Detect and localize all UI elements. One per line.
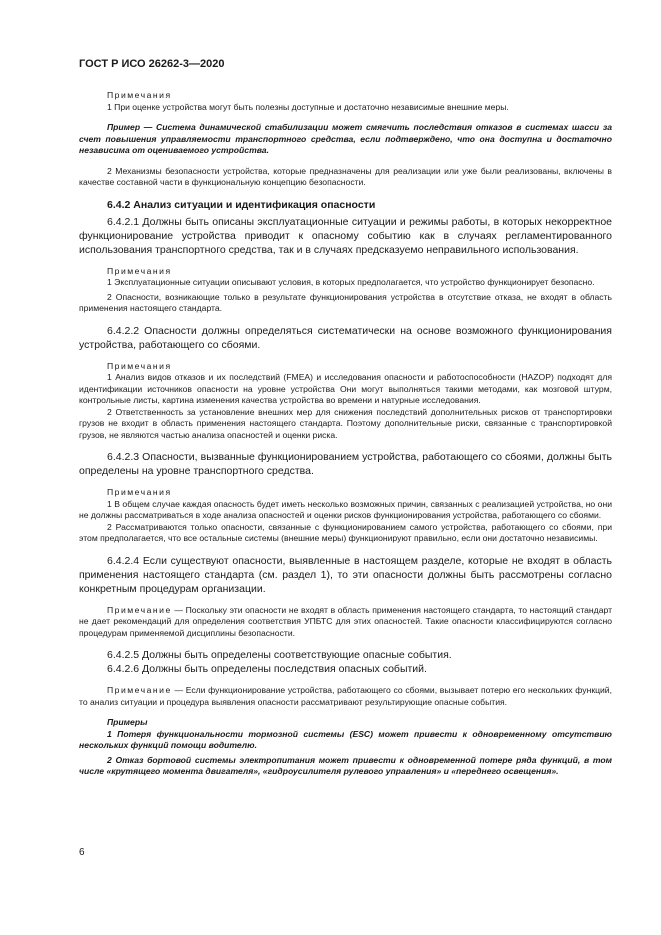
note-item: 2 Ответственность за установление внешних мер для снижения последствий дополнительных рисков от транспортировки грузов не входит в область применения настоящего стандарта. Поэтому дополнительные риски, связанные с транспортировкой грузов, не являются частью анализа опасностей и оценки риска. <box>79 406 612 440</box>
note-paragraph <box>79 685 612 708</box>
examples-label: Примеры <box>107 717 148 727</box>
notes-label: Примечания <box>107 265 172 276</box>
paragraph-6421: 6.4.2.1 Должны быть описаны эксплуатационные ситуации и режимы работы, в которых некорректное функционирование устройства приводит к опасному событию как в случаях регламентированного использования транспортного средства, так и в случаях предсказуемо неправильного использования. <box>79 215 612 256</box>
notes-label: Примечания <box>107 487 172 497</box>
note-label: Примечание <box>107 604 172 615</box>
paragraph-6423: 6.4.2.3 Опасности, вызванные функционированием устройства, работающего со сбоями, должны быть определены на уровне транспортного средства. <box>79 451 612 477</box>
note-item: 1 Эксплуатационные ситуации описывают условия, в которых предполагается, что устройство функционирует безопасно. <box>107 277 595 287</box>
note-text: — Поскольку эти опасности не входят в область применения настоящего стандарта, то настоящий стандарт не дает рекомендаций для определения соответствия УПБТС для этих опасностей. Такие опасности классифицируются согласно процедурам применяемой дисциплины безопасности. <box>79 604 612 638</box>
paragraph-6426: 6.4.2.6 Должны быть определены последствия опасных событий. <box>107 663 427 675</box>
note-text: — Если функционирование устройства, работающего со сбоями, вызывает потерю его нескольких функций, то анализ ситуации и процедура выявления опасности рассматривают результирующие опасные события. <box>79 685 612 707</box>
paragraph-6424: 6.4.2.4 Если существуют опасности, выявленные в настоящем разделе, которые не входят в область применения настоящего стандарта (см. раздел 1), то эти опасности должны быть рассмотрены согласно конкретным процедурам организации. <box>79 554 612 595</box>
document-header: ГОСТ Р ИСО 26262-3—2020 <box>79 58 225 70</box>
example-item: 1 Потеря функциональности тормозной системы (ESC) может привести к одновременному отсутствию нескольких функций помощи водителю. <box>79 728 612 750</box>
section-heading: 6.4.2 Анализ ситуации и идентификация опасности <box>107 198 376 211</box>
notes-label: Примечания <box>107 90 172 100</box>
note-item: 2 Опасности, возникающие только в результате функционирования устройства в отсутствие отказа, не входят в область применения настоящего стандарта. <box>79 291 612 313</box>
note-item: 2 Механизмы безопасности устройства, которые предназначены для реализации или уже были реализованы, включены в качестве составной части в функциональную концепцию безопасности. <box>79 165 612 187</box>
notes-label: Примечания <box>107 360 172 371</box>
note-item: 1 В общем случае каждая опасность будет иметь несколько возможных причин, связанных с реализацией устройства, но они не должны рассматриваться в ходе анализа опасностей и оценки рисков функционирования устройства, работающего со сбоями. <box>79 498 612 520</box>
example-item: 2 Отказ бортовой системы электропитания может привести к одновременной потере ряда функций, в том числе «крутящего момента двигателя», «гидроусилителя рулевого управления» и «переднего освещения». <box>79 754 612 776</box>
note-paragraph <box>79 605 612 640</box>
paragraph-6422: 6.4.2.2 Опасности должны определяться систематически на основе возможного функционирования устройства, работающего со сбоями. <box>79 324 612 351</box>
page-content <box>79 90 612 778</box>
paragraph-6425: 6.4.2.5 Должны быть определены соответствующие опасные события. <box>107 649 452 661</box>
note-item: 1 Анализ видов отказов и их последствий (FMEA) и исследования опасности и работоспособности (HAZOP) подходят для идентификации источников опасности на уровне устройства Они могут выполняться такими методами, как мозговой штурм, контрольные листы, картина изменения качества устройства во времени и натурные исследования. <box>79 372 612 405</box>
note-item: 1 При оценке устройства могут быть полезны доступные и достаточно независимые внешние меры. <box>107 101 509 112</box>
example-text: Пример — Система динамической стабилизации может смягчить последствия отказов в системах шасси за счет повышения управляемости транспортного средства, если подтверждено, что она доступна и достаточно независима от оцениваемого устройства. <box>79 122 612 155</box>
note-label: Примечание <box>107 685 172 695</box>
note-item: 2 Рассматриваются только опасности, связанные с функционированием самого устройства, работающего со сбоями, при этом предполагается, что все остальные системы (внешние меры) функционируют правильно, если они достаточно независимы. <box>79 521 612 543</box>
page-number: 6 <box>79 847 85 858</box>
